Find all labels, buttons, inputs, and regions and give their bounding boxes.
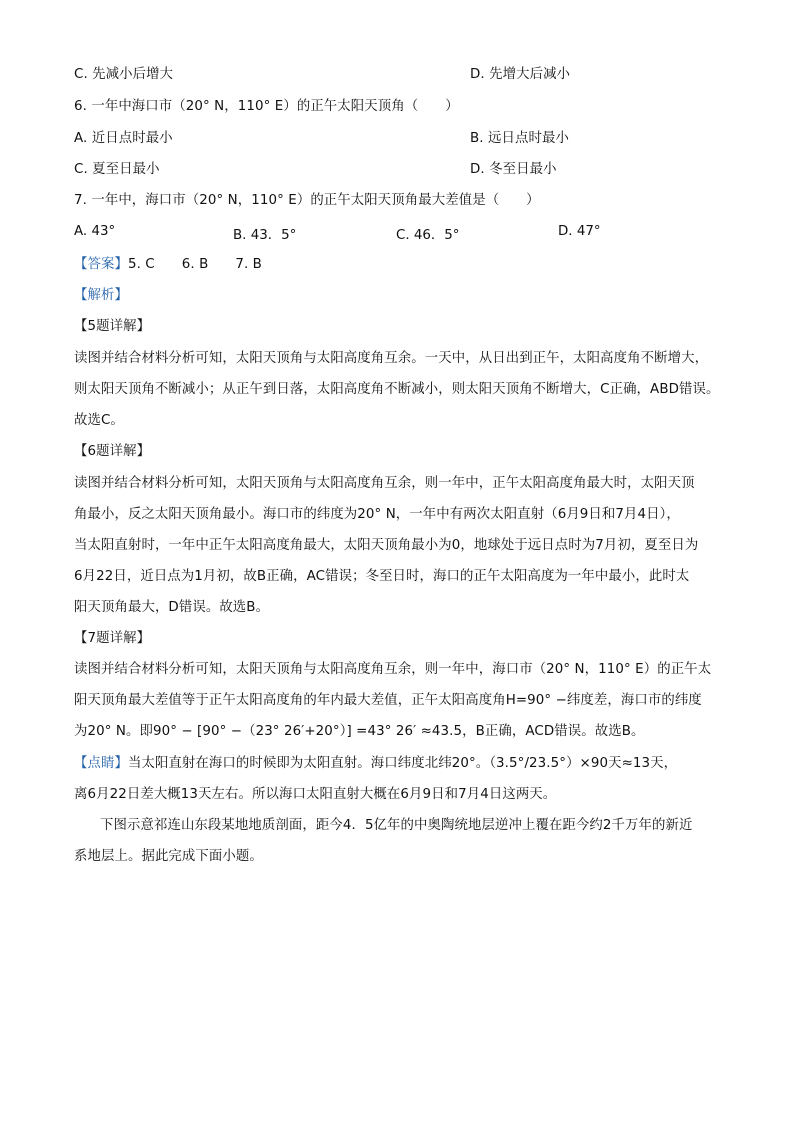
q6-detail-line: 阳天顶角最大，D错误。故选B。 [74, 600, 270, 615]
q5-option-row [74, 66, 571, 84]
q7-stem: 7. 一年中，海口市（20° N，110° E）的正午太阳天顶角最大差值是（ ） [74, 193, 540, 208]
dianjing-line [74, 755, 677, 773]
q7-option-row [0, 224, 794, 242]
dianjing-text-2: 离6月22日差大概13天左右。所以海口太阳直射大概在6月9日和7月4日这两天。 [74, 787, 557, 802]
analysis-tag: 【解析】 [74, 288, 128, 303]
q7-option-d: D. 47° [558, 224, 601, 239]
q5-detail-line: 故选C。 [74, 413, 124, 428]
dianjing-text-1: 当太阳直射在海口的时候即为太阳直射。海口纬度北纬20°。（3.5°/23.5°）×90天≈13天， [127, 756, 678, 771]
answer-line [74, 256, 262, 274]
q6-detail-heading: 【6题详解】 [74, 444, 151, 459]
q6-detail-line: 6月22日，近日点为1月初，故B正确，AC错误；冬至日时，海口的正午太阳高度为一年中最小，此时太 [74, 569, 690, 584]
q5-option-c: C. 先减小后增大 [74, 67, 174, 82]
q7-option-a: A. 43° [74, 224, 116, 239]
answer-text: 5. C 6. B 7. B [127, 257, 262, 272]
q6-option-row-2 [74, 161, 557, 179]
q7-detail-line: 阳天顶角最大差值等于正午太阳高度角的年内最大差值，正午太阳高度角H=90° −纬度差，海口市的纬度 [74, 693, 702, 708]
q6-option-b: B. 远日点时最小 [470, 131, 569, 146]
dianjing-tag: 【点睛】 [74, 756, 128, 771]
q5-detail-heading: 【5题详解】 [74, 319, 151, 334]
answer-tag: 【答案】 [74, 257, 128, 272]
q6-option-c: C. 夏至日最小 [74, 162, 160, 177]
q5-detail-line: 则太阳天顶角不断减小；从正午到日落，太阳高度角不断减小，则太阳天顶角不断增大，C正确，ABD错误。 [74, 382, 720, 397]
q6-option-row-1 [74, 130, 569, 148]
q7-detail-line: 读图并结合材料分析可知，太阳天顶角与太阳高度角互余，则一年中，海口市（20° N，110° E）的正午太 [74, 662, 712, 677]
next-question-intro-cont: 系地层上。据此完成下面小题。 [74, 849, 263, 864]
q6-option-d: D. 冬至日最小 [470, 162, 557, 177]
q6-detail-line: 读图并结合材料分析可知，太阳天顶角与太阳高度角互余，则一年中，正午太阳高度角最大时，太阳天顶 [74, 476, 695, 491]
q6-detail-line: 当太阳直射时，一年中正午太阳高度角最大，太阳天顶角最小为0，地球处于远日点时为7月初，夏至日为 [74, 538, 699, 553]
q6-detail-line: 角最小，反之太阳天顶角最小。海口市的纬度为20° N，一年中有两次太阳直射（6月9日和7月4日）， [74, 507, 680, 522]
q5-option-d: D. 先增大后减小 [470, 67, 571, 82]
q7-detail-heading: 【7题详解】 [74, 631, 151, 646]
q7-option-c: C. 46．5° [396, 228, 460, 243]
q6-stem: 6. 一年中海口市（20° N，110° E）的正午太阳天顶角（ ） [74, 99, 459, 114]
q7-detail-line: 为20° N。即90° − [90° −（23° 26′+20°）] =43° 26′ ≈43.5，B正确，ACD错误。故选B。 [74, 724, 645, 739]
q6-option-a: A. 近日点时最小 [74, 131, 173, 146]
q5-detail-line: 读图并结合材料分析可知，太阳天顶角与太阳高度角互余。一天中，从日出到正午，太阳高度角不断增大， [74, 351, 709, 366]
next-question-intro: 下图示意祁连山东段某地地质剖面，距今4．5亿年的中奥陶统地层逆冲上覆在距今约2千万年的新近 [100, 818, 693, 833]
q7-option-b: B. 43．5° [233, 228, 297, 243]
